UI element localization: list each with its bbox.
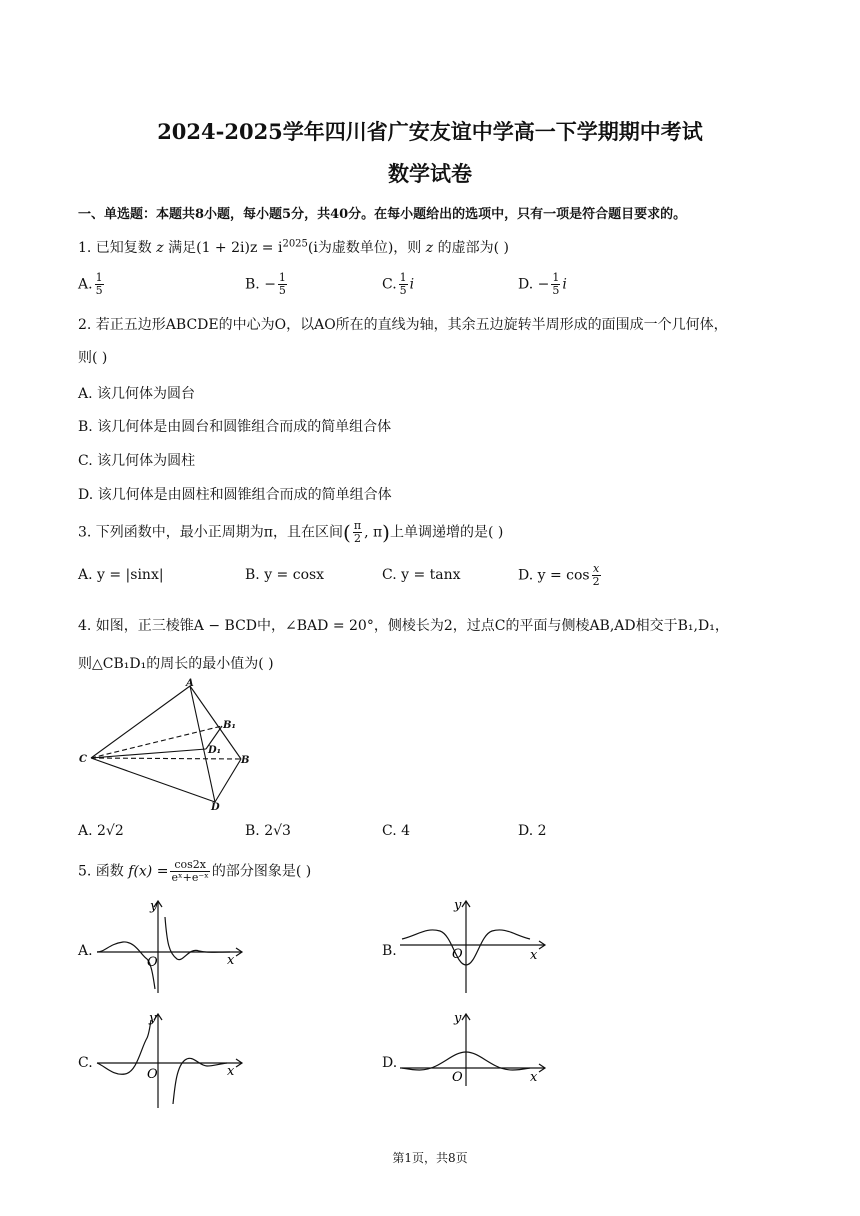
q5-option-c-label[interactable]: C. xyxy=(78,1055,93,1071)
q1-option-d[interactable]: D. − $\frac{1}{5}$ i xyxy=(518,271,567,297)
q1-option-c[interactable]: C. $\frac{1}{5}$ i xyxy=(382,271,415,297)
vertex-d-label: D xyxy=(211,802,220,813)
question-2-stem-line2: 则( ) xyxy=(78,350,108,366)
q5-option-a-label[interactable]: A. xyxy=(78,943,93,959)
section-heading: 一、单选题：本题共8小题，每小题5分，共40分。在每小题给出的选项中，只有一项是符合题目要求的。 xyxy=(78,207,687,222)
svg-text:y: y xyxy=(150,899,158,914)
svg-text:y: y xyxy=(149,1011,157,1026)
q4-option-a[interactable]: A. 2√2 xyxy=(78,823,124,839)
svg-text:x: x xyxy=(227,953,235,968)
exam-title: 2024-2025学年四川省广安友谊中学高一下学期期中考试 xyxy=(157,119,703,144)
question-3-stem: 3. 下列函数中，最小正周期为π，且在区间( $\frac{\pi}{2}$ , π)上单调递增的是( ) xyxy=(78,519,504,545)
q2-option-d[interactable]: D. 该几何体是由圆柱和圆锥组合而成的简单组合体 xyxy=(78,487,392,503)
question-2-stem-line1: 2. 若正五边形ABCDE的中心为O，以AO所在的直线为轴，其余五边旋转半周形成的面围成一个几何体， xyxy=(78,317,728,333)
vertex-d1-label: D₁ xyxy=(208,745,222,756)
vertex-c-label: C xyxy=(79,754,87,765)
pyramid-figure xyxy=(75,678,265,813)
q3-option-d[interactable]: D. y = cos $\frac{x}{2}$ xyxy=(518,562,600,588)
svg-text:O: O xyxy=(147,1067,158,1082)
question-5-stem: 5. 函数 f(x) = $\frac{\cos 2x}{\text{eˣ+e⁻ˣ}}$ 的部分图象是( ) xyxy=(78,858,312,884)
exam-subtitle: 数学试卷 xyxy=(388,161,472,186)
q4-option-b[interactable]: B. 2√3 xyxy=(245,823,291,839)
q2-option-a[interactable]: A. 该几何体为圆台 xyxy=(78,386,196,402)
svg-text:x: x xyxy=(227,1064,235,1079)
svg-text:O: O xyxy=(452,1070,463,1085)
q3-option-b[interactable]: B. y = cosx xyxy=(245,567,325,583)
question-4-stem-line2: 则△CB₁D₁的周长的最小值为( ) xyxy=(78,656,274,672)
q2-option-b[interactable]: B. 该几何体是由圆台和圆锥组合而成的简单组合体 xyxy=(78,419,392,435)
question-1-stem: 1. 已知复数 z 满足$(1 + 2i)z = i^{2025}(i$为虚数单位)，则 z 的虚部为( ) xyxy=(78,238,509,256)
q5-graph-c[interactable] xyxy=(95,1008,245,1110)
svg-text:x: x xyxy=(530,948,538,963)
page-footer: 第1页，共8页 xyxy=(392,1151,468,1165)
q3-option-a[interactable]: A. y = |sinx| xyxy=(78,567,164,583)
question-4-stem-line1: 4. 如图，正三棱锥A − BCD中，∠BAD = 20°，侧棱长为2，过点C的平面与侧棱AB,AD相交于B₁,D₁， xyxy=(78,618,729,634)
q5-graph-b[interactable] xyxy=(398,895,548,995)
q3-option-c[interactable]: C. y = tanx xyxy=(382,567,461,583)
vertex-b-label: B xyxy=(241,755,250,766)
q4-option-c[interactable]: C. 4 xyxy=(382,823,411,839)
q1-option-a[interactable]: A. $\frac{1}{5}$ xyxy=(78,271,103,297)
q4-option-d[interactable]: D. 2 xyxy=(518,823,547,839)
svg-text:O: O xyxy=(147,955,158,970)
vertex-a-label: A xyxy=(186,678,194,689)
svg-text:y: y xyxy=(454,898,462,913)
svg-text:O: O xyxy=(452,947,463,962)
q5-graph-d[interactable] xyxy=(398,1008,548,1088)
svg-text:y: y xyxy=(454,1011,462,1026)
q1-option-b[interactable]: B. − $\frac{1}{5}$ xyxy=(245,271,286,297)
q5-option-b-label[interactable]: B. xyxy=(382,943,397,959)
q5-option-d-label[interactable]: D. xyxy=(382,1055,398,1071)
vertex-b1-label: B₁ xyxy=(223,720,236,731)
q2-option-c[interactable]: C. 该几何体为圆柱 xyxy=(78,453,196,469)
svg-text:x: x xyxy=(530,1070,538,1085)
q5-graph-a[interactable] xyxy=(95,895,245,995)
